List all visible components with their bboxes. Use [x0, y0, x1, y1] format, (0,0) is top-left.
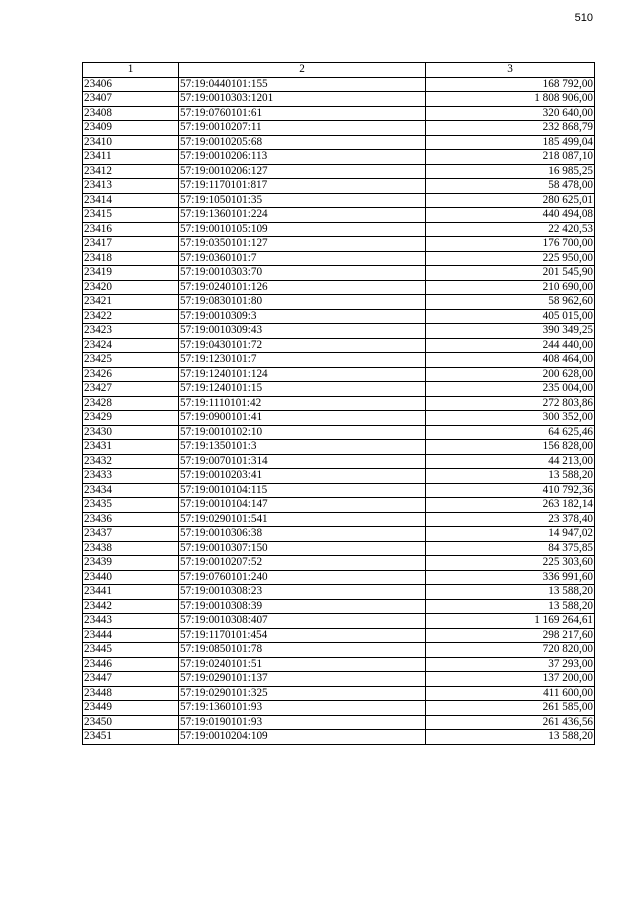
cadastral-value-cell: 410 792,36: [426, 483, 595, 498]
cadastral-number-cell: 57:19:0240101:51: [179, 657, 426, 672]
cadastral-value-cell: 261 436,56: [426, 715, 595, 730]
cadastral-value-cell: 405 015,00: [426, 309, 595, 324]
row-number-cell: 23451: [83, 730, 179, 745]
row-number-cell: 23450: [83, 715, 179, 730]
cadastral-number-cell: 57:19:0010204:109: [179, 730, 426, 745]
cadastral-value-cell: 22 420,53: [426, 222, 595, 237]
page-number: 510: [574, 12, 593, 24]
table-row: [83, 92, 595, 107]
row-number-cell: 23427: [83, 382, 179, 397]
row-number-cell: 23418: [83, 251, 179, 266]
row-number-cell: 23411: [83, 150, 179, 165]
cadastral-value-cell: 225 950,00: [426, 251, 595, 266]
row-number-cell: 23442: [83, 599, 179, 614]
cadastral-value-cell: 44 213,00: [426, 454, 595, 469]
cadastral-number-cell: 57:19:0240101:126: [179, 280, 426, 295]
cadastral-number-cell: 57:19:1360101:93: [179, 701, 426, 716]
table-row: [83, 701, 595, 716]
cadastral-number-cell: 57:19:0010308:23: [179, 585, 426, 600]
row-number-cell: 23443: [83, 614, 179, 629]
row-number-cell: 23440: [83, 570, 179, 585]
cadastral-value-cell: 298 217,60: [426, 628, 595, 643]
table-row: [83, 672, 595, 687]
table-row: [83, 353, 595, 368]
cadastral-value-cell: 1 169 264,61: [426, 614, 595, 629]
cadastral-number-cell: 57:19:0010205:68: [179, 135, 426, 150]
cadastral-value-cell: 201 545,90: [426, 266, 595, 281]
row-number-cell: 23409: [83, 121, 179, 136]
row-number-cell: 23438: [83, 541, 179, 556]
cadastral-number-cell: 57:19:0360101:7: [179, 251, 426, 266]
cadastral-value-cell: 84 375,85: [426, 541, 595, 556]
row-number-cell: 23412: [83, 164, 179, 179]
cadastral-number-cell: 57:19:0850101:78: [179, 643, 426, 658]
cadastral-value-cell: 261 585,00: [426, 701, 595, 716]
cadastral-value-cell: 176 700,00: [426, 237, 595, 252]
cadastral-number-cell: 57:19:0010102:10: [179, 425, 426, 440]
cadastral-number-cell: 57:19:0010105:109: [179, 222, 426, 237]
table-row: [83, 730, 595, 745]
table-row: [83, 164, 595, 179]
cadastral-value-table: [82, 62, 595, 745]
row-number-cell: 23422: [83, 309, 179, 324]
row-number-cell: 23435: [83, 498, 179, 513]
row-number-cell: 23430: [83, 425, 179, 440]
cadastral-number-cell: 57:19:0010307:150: [179, 541, 426, 556]
table-row: [83, 628, 595, 643]
table-body: [83, 77, 595, 744]
row-number-cell: 23413: [83, 179, 179, 194]
table-row: [83, 266, 595, 281]
row-number-cell: 23433: [83, 469, 179, 484]
cadastral-number-cell: 57:19:1110101:42: [179, 396, 426, 411]
cadastral-value-cell: 232 868,79: [426, 121, 595, 136]
cadastral-value-cell: 300 352,00: [426, 411, 595, 426]
cadastral-value-cell: 64 625,46: [426, 425, 595, 440]
table-row: [83, 454, 595, 469]
header-row: [83, 63, 595, 78]
cadastral-value-cell: 440 494,08: [426, 208, 595, 223]
row-number-cell: 23446: [83, 657, 179, 672]
cadastral-value-cell: 37 293,00: [426, 657, 595, 672]
cadastral-value-cell: 280 625,01: [426, 193, 595, 208]
cadastral-number-cell: 57:19:0440101:155: [179, 77, 426, 92]
row-number-cell: 23408: [83, 106, 179, 121]
row-number-cell: 23429: [83, 411, 179, 426]
table-row: [83, 541, 595, 556]
cadastral-value-cell: 137 200,00: [426, 672, 595, 687]
cadastral-number-cell: 57:19:0900101:41: [179, 411, 426, 426]
table-row: [83, 570, 595, 585]
row-number-cell: 23439: [83, 556, 179, 571]
row-number-cell: 23449: [83, 701, 179, 716]
cadastral-number-cell: 57:19:0760101:240: [179, 570, 426, 585]
table-row: [83, 193, 595, 208]
row-number-cell: 23428: [83, 396, 179, 411]
cadastral-number-cell: 57:19:0290101:325: [179, 686, 426, 701]
row-number-cell: 23419: [83, 266, 179, 281]
table-row: [83, 585, 595, 600]
cadastral-number-cell: 57:19:0010207:52: [179, 556, 426, 571]
table-row: [83, 135, 595, 150]
cadastral-number-cell: 57:19:0010206:113: [179, 150, 426, 165]
cadastral-number-cell: 57:19:0010206:127: [179, 164, 426, 179]
row-number-cell: 23410: [83, 135, 179, 150]
table-row: [83, 382, 595, 397]
row-number-cell: 23436: [83, 512, 179, 527]
header-col-1: 1: [83, 63, 179, 78]
cadastral-number-cell: 57:19:0760101:61: [179, 106, 426, 121]
table-row: [83, 208, 595, 223]
table-row: [83, 686, 595, 701]
cadastral-number-cell: 57:19:0290101:137: [179, 672, 426, 687]
cadastral-value-cell: 210 690,00: [426, 280, 595, 295]
table-row: [83, 498, 595, 513]
cadastral-number-cell: 57:19:0010309:3: [179, 309, 426, 324]
row-number-cell: 23415: [83, 208, 179, 223]
cadastral-value-cell: 408 464,00: [426, 353, 595, 368]
row-number-cell: 23425: [83, 353, 179, 368]
cadastral-number-cell: 57:19:0010207:11: [179, 121, 426, 136]
table-row: [83, 614, 595, 629]
table-row: [83, 150, 595, 165]
table-row: [83, 309, 595, 324]
row-number-cell: 23448: [83, 686, 179, 701]
cadastral-value-cell: 185 499,04: [426, 135, 595, 150]
table-row: [83, 512, 595, 527]
row-number-cell: 23437: [83, 527, 179, 542]
table-row: [83, 657, 595, 672]
table-row: [83, 338, 595, 353]
header-col-3: 3: [426, 63, 595, 78]
cadastral-value-cell: 1 808 906,00: [426, 92, 595, 107]
row-number-cell: 23434: [83, 483, 179, 498]
cadastral-value-cell: 156 828,00: [426, 440, 595, 455]
table-row: [83, 367, 595, 382]
table-row: [83, 715, 595, 730]
table-row: [83, 77, 595, 92]
cadastral-value-cell: 23 378,40: [426, 512, 595, 527]
row-number-cell: 23445: [83, 643, 179, 658]
cadastral-value-cell: 235 004,00: [426, 382, 595, 397]
cadastral-value-cell: 58 962,60: [426, 295, 595, 310]
cadastral-value-cell: 336 991,60: [426, 570, 595, 585]
cadastral-value-cell: 16 985,25: [426, 164, 595, 179]
row-number-cell: 23423: [83, 324, 179, 339]
cadastral-value-cell: 13 588,20: [426, 599, 595, 614]
table-row: [83, 483, 595, 498]
row-number-cell: 23424: [83, 338, 179, 353]
table-row: [83, 527, 595, 542]
cadastral-number-cell: 57:19:1360101:224: [179, 208, 426, 223]
cadastral-number-cell: 57:19:0010303:70: [179, 266, 426, 281]
cadastral-value-cell: 272 803,86: [426, 396, 595, 411]
cadastral-number-cell: 57:19:0010104:147: [179, 498, 426, 513]
cadastral-value-cell: 244 440,00: [426, 338, 595, 353]
cadastral-value-cell: 225 303,60: [426, 556, 595, 571]
cadastral-value-cell: 58 478,00: [426, 179, 595, 194]
table-row: [83, 599, 595, 614]
cadastral-number-cell: 57:19:0010203:41: [179, 469, 426, 484]
cadastral-number-cell: 57:19:0010303:1201: [179, 92, 426, 107]
row-number-cell: 23421: [83, 295, 179, 310]
row-number-cell: 23447: [83, 672, 179, 687]
cadastral-value-cell: 218 087,10: [426, 150, 595, 165]
cadastral-value-cell: 720 820,00: [426, 643, 595, 658]
cadastral-number-cell: 57:19:0290101:541: [179, 512, 426, 527]
cadastral-number-cell: 57:19:1170101:817: [179, 179, 426, 194]
row-number-cell: 23426: [83, 367, 179, 382]
table-row: [83, 121, 595, 136]
cadastral-value-cell: 13 588,20: [426, 585, 595, 600]
cadastral-number-cell: 57:19:0830101:80: [179, 295, 426, 310]
cadastral-value-cell: 14 947,02: [426, 527, 595, 542]
table-row: [83, 556, 595, 571]
table-row: [83, 411, 595, 426]
table-row: [83, 396, 595, 411]
cadastral-number-cell: 57:19:0190101:93: [179, 715, 426, 730]
header-col-2: 2: [179, 63, 426, 78]
table-row: [83, 179, 595, 194]
table-row: [83, 280, 595, 295]
cadastral-number-cell: 57:19:0010308:407: [179, 614, 426, 629]
row-number-cell: 23444: [83, 628, 179, 643]
table-row: [83, 469, 595, 484]
cadastral-number-cell: 57:19:1240101:124: [179, 367, 426, 382]
row-number-cell: 23432: [83, 454, 179, 469]
cadastral-number-cell: 57:19:0070101:314: [179, 454, 426, 469]
cadastral-number-cell: 57:19:0010104:115: [179, 483, 426, 498]
row-number-cell: 23407: [83, 92, 179, 107]
cadastral-number-cell: 57:19:0010308:39: [179, 599, 426, 614]
table-header: [83, 63, 595, 78]
table-row: [83, 643, 595, 658]
cadastral-number-cell: 57:19:1350101:3: [179, 440, 426, 455]
table-row: [83, 251, 595, 266]
cadastral-number-cell: 57:19:1170101:454: [179, 628, 426, 643]
cadastral-number-cell: 57:19:0430101:72: [179, 338, 426, 353]
cadastral-value-cell: 320 640,00: [426, 106, 595, 121]
row-number-cell: 23416: [83, 222, 179, 237]
table-row: [83, 425, 595, 440]
table-row: [83, 324, 595, 339]
cadastral-number-cell: 57:19:0010306:38: [179, 527, 426, 542]
row-number-cell: 23414: [83, 193, 179, 208]
table-row: [83, 440, 595, 455]
cadastral-number-cell: 57:19:1240101:15: [179, 382, 426, 397]
table-row: [83, 237, 595, 252]
cadastral-number-cell: 57:19:1230101:7: [179, 353, 426, 368]
cadastral-value-cell: 200 628,00: [426, 367, 595, 382]
table-row: [83, 295, 595, 310]
cadastral-value-cell: 390 349,25: [426, 324, 595, 339]
row-number-cell: 23420: [83, 280, 179, 295]
cadastral-number-cell: 57:19:0350101:127: [179, 237, 426, 252]
row-number-cell: 23431: [83, 440, 179, 455]
cadastral-value-cell: 13 588,20: [426, 730, 595, 745]
table-row: [83, 106, 595, 121]
table-row: [83, 222, 595, 237]
cadastral-value-cell: 263 182,14: [426, 498, 595, 513]
row-number-cell: 23441: [83, 585, 179, 600]
row-number-cell: 23417: [83, 237, 179, 252]
cadastral-number-cell: 57:19:0010309:43: [179, 324, 426, 339]
cadastral-value-cell: 168 792,00: [426, 77, 595, 92]
cadastral-value-cell: 411 600,00: [426, 686, 595, 701]
row-number-cell: 23406: [83, 77, 179, 92]
cadastral-value-cell: 13 588,20: [426, 469, 595, 484]
cadastral-number-cell: 57:19:1050101:35: [179, 193, 426, 208]
